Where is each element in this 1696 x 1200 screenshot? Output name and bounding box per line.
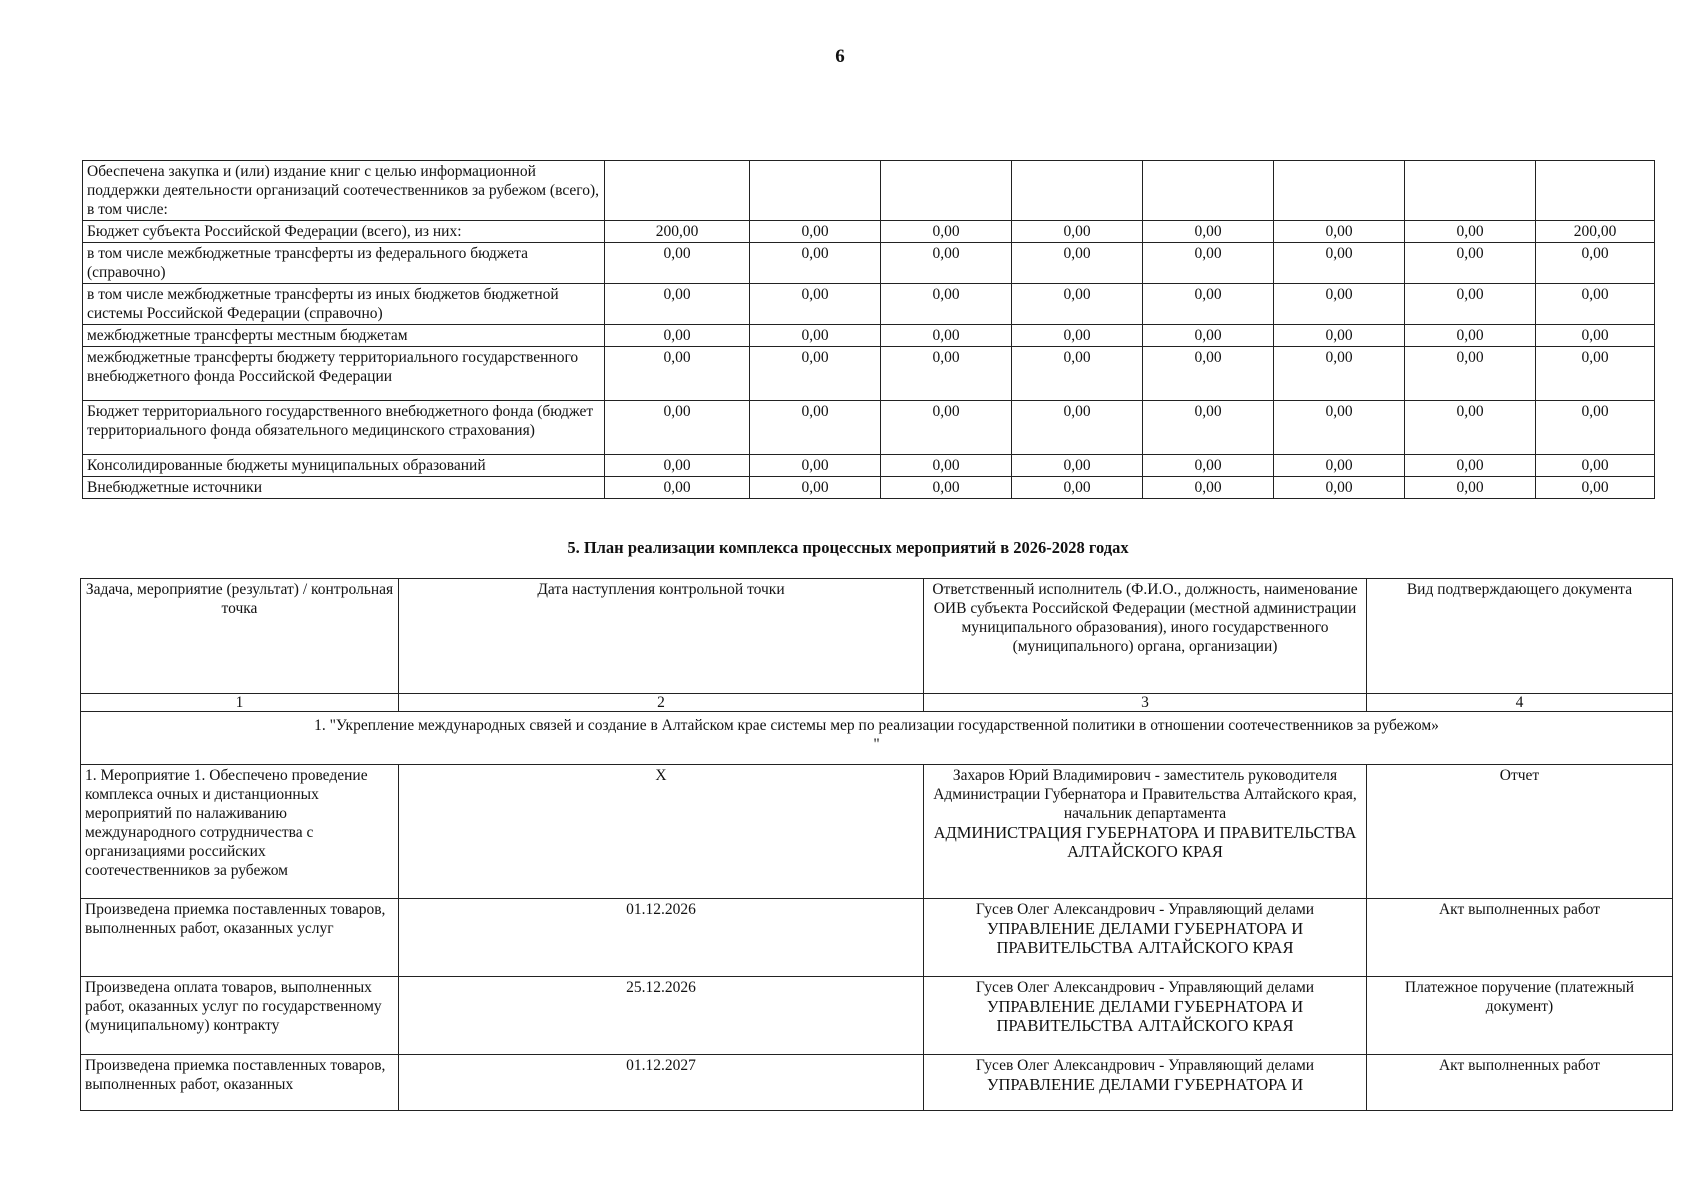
finance-cell-value: 0,00 [1536,401,1655,455]
plan-date: X [399,765,924,899]
finance-cell-value: 0,00 [1405,325,1536,347]
finance-cell-value: 0,00 [605,401,750,455]
finance-cell-value: 0,00 [1405,243,1536,284]
plan-responsible-person: Захаров Юрий Владимирович - заместитель руководителя Администрации Губернатора и Правительства Алтайского края, начальник департамента [933,767,1357,822]
finance-cell-value: 0,00 [1143,221,1274,243]
finance-cell-value: 0,00 [605,284,750,325]
finance-cell-value: 0,00 [1405,401,1536,455]
finance-cell-value: 0,00 [1536,477,1655,499]
finance-cell-value: 0,00 [605,347,750,401]
finance-cell-value: 0,00 [1274,221,1405,243]
finance-cell-value [1536,161,1655,221]
finance-cell-value: 0,00 [1012,221,1143,243]
finance-cell-value: 0,00 [605,325,750,347]
col-number-2: 2 [399,694,924,712]
finance-row [83,243,1655,284]
finance-cell-value [750,161,881,221]
plan-document: Платежное поручение (платежный документ) [1367,977,1673,1055]
finance-cell-value: 0,00 [1012,284,1143,325]
finance-row [83,455,1655,477]
finance-cell-value: 0,00 [1274,455,1405,477]
plan-responsible-org: УПРАВЛЕНИЕ ДЕЛАМИ ГУБЕРНАТОРА И ПРАВИТЕЛЬСТВА АЛТАЙСКОГО КРАЯ [986,919,1304,957]
finance-cell-value: 0,00 [1536,243,1655,284]
plan-header-row [81,579,1673,694]
plan-document: Отчет [1367,765,1673,899]
finance-row [83,347,1655,401]
plan-table [80,578,1673,1111]
finance-cell-value: 0,00 [1536,455,1655,477]
plan-task: 1. Мероприятие 1. Обеспечено проведение комплекса очных и дистанционных мероприятий по налаживанию международного сотрудничества с организациями российских соотечественников за рубежом [81,765,399,899]
plan-row [81,765,1673,899]
finance-row-label: в том числе межбюджетные трансферты из иных бюджетов бюджетной системы Российской Федерации (справочно) [83,284,605,325]
col-number-4: 4 [1367,694,1673,712]
finance-cell-value: 0,00 [605,455,750,477]
finance-cell-value: 0,00 [881,221,1012,243]
finance-cell-value: 0,00 [1405,221,1536,243]
finance-cell-value: 0,00 [1012,243,1143,284]
finance-cell-value: 0,00 [605,477,750,499]
finance-row [83,401,1655,455]
finance-cell-value: 0,00 [750,347,881,401]
finance-cell-value: 0,00 [881,284,1012,325]
finance-cell-value: 0,00 [1274,477,1405,499]
finance-cell-value: 0,00 [1405,477,1536,499]
finance-cell-value: 0,00 [750,477,881,499]
finance-cell-value: 0,00 [1143,325,1274,347]
finance-cell-value [605,161,750,221]
finance-cell-value: 0,00 [1536,284,1655,325]
finance-cell-value: 0,00 [881,477,1012,499]
finance-cell-value: 0,00 [1405,284,1536,325]
finance-row [83,221,1655,243]
finance-cell-value [1012,161,1143,221]
plan-row [81,977,1673,1055]
plan-responsible-person: Гусев Олег Александрович - Управляющий делами [975,1057,1315,1074]
finance-cell-value: 0,00 [1012,325,1143,347]
finance-row [83,325,1655,347]
plan-responsible-person: Гусев Олег Александрович - Управляющий делами [975,979,1315,996]
plan-responsible-org: УПРАВЛЕНИЕ ДЕЛАМИ ГУБЕРНАТОРА И [986,1075,1304,1094]
finance-cell-value: 0,00 [1012,347,1143,401]
finance-cell-value: 0,00 [1274,243,1405,284]
group-title: 1. "Укрепление международных связей и создание в Алтайском крае системы мер по реализации государственной политики в отношении соотечественников за рубежом» " [81,712,1673,765]
finance-cell-value: 0,00 [750,221,881,243]
finance-cell-value: 0,00 [1143,284,1274,325]
finance-row [83,284,1655,325]
page-number: 6 [835,46,845,67]
plan-document: Акт выполненных работ [1367,899,1673,977]
finance-row-label: Бюджет субъекта Российской Федерации (всего), из них: [83,221,605,243]
finance-row-label: Обеспечена закупка и (или) издание книг с целью информационной поддержки деятельности организаций соотечественников за рубежом (всего), в том числе: [83,161,605,221]
plan-row [81,899,1673,977]
finance-cell-value [1274,161,1405,221]
finance-row-label: Внебюджетные источники [83,477,605,499]
finance-cell-value: 0,00 [1405,347,1536,401]
finance-cell-value: 0,00 [1536,325,1655,347]
plan-task: Произведена приемка поставленных товаров, выполненных работ, оказанных услуг [81,899,399,977]
finance-row [83,161,1655,221]
finance-cell-value: 0,00 [1274,325,1405,347]
finance-row-label: Консолидированные бюджеты муниципальных образований [83,455,605,477]
header-responsible: Ответственный исполнитель (Ф.И.О., должность, наименование ОИВ субъекта Российской Федерации (местной администрации муниципального образования), иного государственного (муниципального) органа, организации) [924,579,1367,694]
finance-cell-value: 0,00 [1143,455,1274,477]
finance-cell-value: 0,00 [881,401,1012,455]
plan-column-numbers [81,694,1673,712]
finance-cell-value: 0,00 [1405,455,1536,477]
finance-row-label: межбюджетные трансферты бюджету территориального государственного внебюджетного фонда Российской Федерации [83,347,605,401]
plan-document: Акт выполненных работ [1367,1055,1673,1111]
finance-cell-value: 0,00 [750,243,881,284]
section-title: 5. План реализации комплекса процессных мероприятий в 2026-2028 годах [567,538,1129,557]
finance-cell-value: 0,00 [1143,477,1274,499]
finance-cell-value [1143,161,1274,221]
plan-responsible-org: АДМИНИСТРАЦИЯ ГУБЕРНАТОРА И ПРАВИТЕЛЬСТВА АЛТАЙСКОГО КРАЯ [933,823,1357,861]
col-number-3: 3 [924,694,1367,712]
plan-row [81,1055,1673,1111]
finance-cell-value: 0,00 [1143,243,1274,284]
finance-row-label: межбюджетные трансферты местным бюджетам [83,325,605,347]
header-date: Дата наступления контрольной точки [399,579,924,694]
finance-cell-value: 0,00 [750,401,881,455]
plan-responsible-person: Гусев Олег Александрович - Управляющий делами [975,901,1315,918]
finance-cell-value: 0,00 [1143,401,1274,455]
finance-table [82,160,1655,499]
plan-task: Произведена оплата товаров, выполненных работ, оказанных услуг по государственному (муниципальному) контракту [81,977,399,1055]
finance-cell-value: 0,00 [1274,347,1405,401]
plan-date: 01.12.2027 [399,1055,924,1111]
finance-cell-value: 0,00 [750,325,881,347]
finance-cell-value: 0,00 [1012,455,1143,477]
finance-cell-value: 0,00 [1012,401,1143,455]
finance-row-label: Бюджет территориального государственного внебюджетного фонда (бюджет территориального фонда обязательного медицинского страхования) [83,401,605,455]
finance-cell-value: 0,00 [1274,401,1405,455]
plan-responsible [924,765,1367,899]
finance-cell-value: 0,00 [881,347,1012,401]
finance-cell-value: 0,00 [881,243,1012,284]
col-number-1: 1 [81,694,399,712]
plan-responsible-org: УПРАВЛЕНИЕ ДЕЛАМИ ГУБЕРНАТОРА И ПРАВИТЕЛЬСТВА АЛТАЙСКОГО КРАЯ [986,997,1304,1035]
finance-cell-value: 200,00 [1536,221,1655,243]
header-document: Вид подтверждающего документа [1367,579,1673,694]
plan-responsible [924,1055,1367,1111]
finance-cell-value: 0,00 [1143,347,1274,401]
finance-row-label: в том числе межбюджетные трансферты из федерального бюджета (справочно) [83,243,605,284]
finance-cell-value: 0,00 [750,284,881,325]
plan-group-row [81,712,1673,765]
finance-row [83,477,1655,499]
finance-cell-value: 200,00 [605,221,750,243]
plan-responsible [924,977,1367,1055]
finance-cell-value: 0,00 [881,455,1012,477]
plan-date: 25.12.2026 [399,977,924,1055]
finance-cell-value: 0,00 [1012,477,1143,499]
header-task: Задача, мероприятие (результат) / контрольная точка [81,579,399,694]
finance-cell-value: 0,00 [881,325,1012,347]
finance-cell-value [881,161,1012,221]
finance-cell-value: 0,00 [605,243,750,284]
plan-responsible [924,899,1367,977]
finance-cell-value [1405,161,1536,221]
finance-cell-value: 0,00 [1536,347,1655,401]
plan-task: Произведена приемка поставленных товаров, выполненных работ, оказанных [81,1055,399,1111]
finance-cell-value: 0,00 [750,455,881,477]
finance-cell-value: 0,00 [1274,284,1405,325]
plan-date: 01.12.2026 [399,899,924,977]
